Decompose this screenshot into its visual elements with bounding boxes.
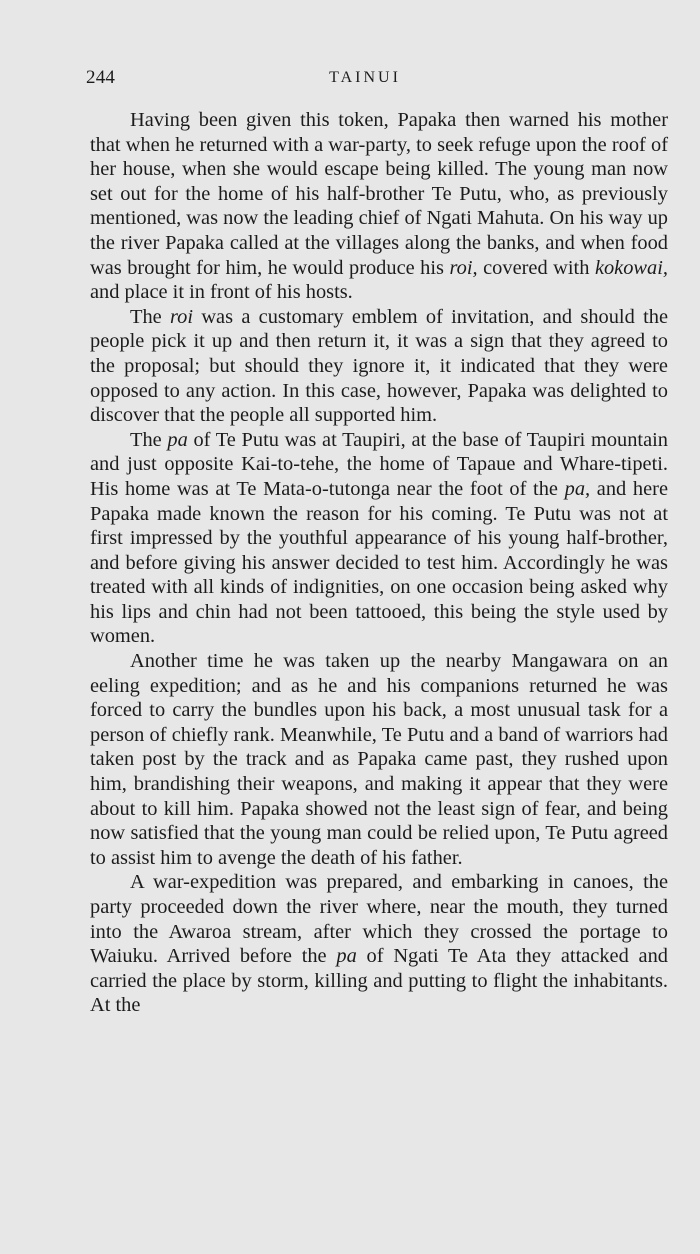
text-run: Another time he was taken up the nearby Mangawara on an eeling expedition; and as he and his companions returned he was forced to carry the bundles upon his back, a most unusual task for a person of chiefly rank. Meanwhile, Te Putu and a band of warriors had taken post by the track and as Papaka came past, they rushed upon him, brandishing their weapons, and making it appear that they were about to kill him. Papaka showed not the least sign of fear, and being now satisfied that the young man could be relied upon, Te Putu agreed to assist him to avenge the death of his father.	[90, 650, 668, 869]
text-run: of Ngati Te Ata they attacked and carried the place by storm, killing and putting to flight the inhabitants. At the	[90, 945, 669, 1017]
italic-term: roi	[170, 305, 194, 328]
text-run: The	[130, 305, 170, 328]
page-number: 244	[86, 67, 116, 88]
italic-term: kokowai,	[594, 256, 668, 279]
italic-term: roi,	[449, 256, 478, 279]
paragraph	[90, 870, 668, 1018]
text-run: was a customary emblem of invitation, and should the people pick it up and then return it, it was a sign that they agreed to the proposal; but should they ignore it, it indicated that they were opposed to any action. In this case, however, Papaka was delighted to discover that the people all supported him.	[90, 305, 668, 427]
text-run: and place it in front of his hosts.	[90, 281, 353, 304]
text-run: Having been given this token, Papaka then warned his mother that when he returned with a war-party, to seek refuge upon the roof of her house, when she would escape being killed. The young man now set out for the home of his half-brother Te Putu, who, as previously mentioned, was now the leading chief of Ngati Mahuta. On his way up the river Papaka called at the villages along the banks, and when food was brought for him, he would produce his	[90, 109, 668, 279]
paragraph	[90, 305, 668, 428]
paragraph	[90, 649, 668, 870]
running-head: TAINUI	[329, 69, 401, 86]
paragraph	[90, 108, 668, 305]
italic-term: pa,	[564, 477, 591, 500]
text-run: of Te Putu was at Taupiri, at the base of Taupiri mountain and just opposite Kai-to-tehe, the home of Tapaue and Whare-tipeti. His home was at Te Mata-o-tutonga near the foot of the	[90, 428, 668, 500]
paragraph	[90, 428, 668, 649]
text-run: covered with	[477, 256, 595, 279]
italic-term: pa	[336, 945, 357, 968]
body-text	[90, 108, 668, 1018]
italic-term: pa	[167, 428, 188, 451]
text-run: A war-expedition was prepared, and embarking in canoes, the party proceeded down the river where, near the mouth, they turned into the Awaroa stream, after which they crossed the portage to Waiuku. Arrived before the	[90, 871, 668, 968]
text-run: and here Papaka made known the reason for his coming. Te Putu was not at first impressed by the youthful appearance of his young half-brother, and before giving his answer decided to test him. Accordingly he was treated with all kinds of indignities, on one occasion being asked why his lips and chin had not been tattooed, this being the style used by women.	[90, 477, 668, 648]
text-run: The	[130, 428, 168, 451]
